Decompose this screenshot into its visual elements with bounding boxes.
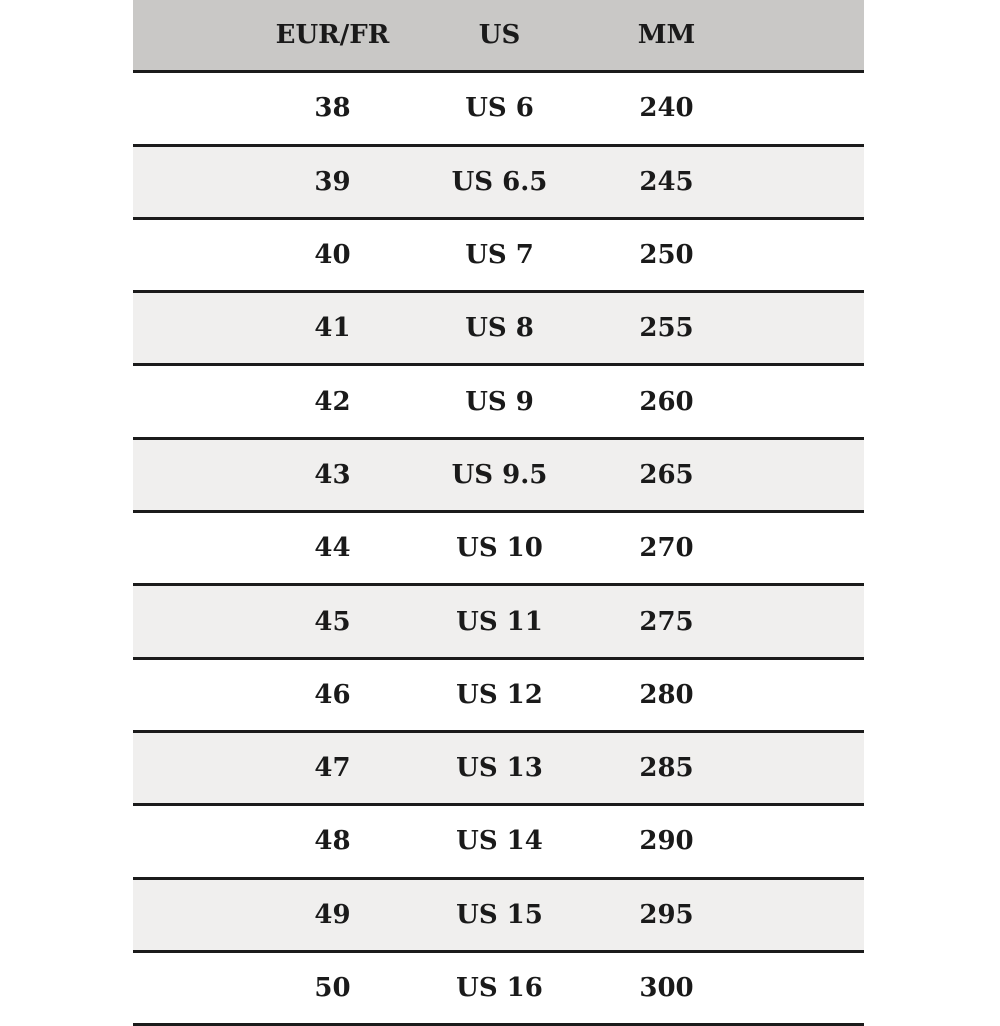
table-row: [133, 586, 864, 659]
cell-eur-fr: 42: [314, 386, 351, 417]
cell-mm: 295: [639, 899, 694, 930]
table-row: [133, 660, 864, 733]
cell-eur-fr: 38: [314, 93, 351, 124]
cell-eur-fr: 46: [314, 679, 351, 710]
cell-us: US 8: [465, 313, 534, 344]
table-row: [133, 293, 864, 366]
cell-eur-fr: 50: [314, 973, 351, 1003]
cell-mm: 245: [639, 166, 694, 197]
table-row: [133, 733, 864, 806]
cell-mm: 300: [639, 973, 694, 1003]
cell-eur-fr: 39: [314, 166, 351, 197]
cell-us: US 15: [456, 899, 543, 930]
cell-eur-fr: 40: [314, 240, 351, 271]
cell-us: US 12: [456, 679, 543, 710]
cell-eur-fr: 43: [314, 459, 351, 490]
cell-mm: 270: [639, 533, 694, 564]
cell-mm: 255: [639, 313, 694, 344]
column-header-us: US: [478, 20, 521, 51]
cell-us: US 10: [456, 533, 543, 564]
cell-mm: 290: [639, 826, 694, 857]
table-row: [133, 953, 864, 1026]
cell-mm: 280: [639, 679, 694, 710]
cell-mm: 275: [639, 606, 694, 637]
size-conversion-table: [133, 0, 864, 1026]
cell-us: US 11: [456, 606, 543, 637]
table-row: [133, 366, 864, 439]
column-header-eur-fr: EUR/FR: [275, 20, 390, 51]
cell-mm: 240: [639, 93, 694, 124]
cell-us: US 13: [456, 753, 543, 784]
table-row: [133, 806, 864, 879]
cell-us: US 6: [465, 93, 534, 124]
cell-mm: 260: [639, 386, 694, 417]
cell-mm: 250: [639, 240, 694, 271]
table-body: [133, 73, 864, 1026]
table-row: [133, 73, 864, 146]
cell-eur-fr: 41: [314, 313, 351, 344]
cell-eur-fr: 48: [314, 826, 351, 857]
cell-eur-fr: 45: [314, 606, 351, 637]
cell-eur-fr: 49: [314, 899, 351, 930]
cell-us: US 9: [465, 386, 534, 417]
cell-us: US 6.5: [451, 166, 548, 197]
table-row: [133, 220, 864, 293]
cell-us: US 14: [456, 826, 543, 857]
cell-eur-fr: 47: [314, 753, 351, 784]
table-row: [133, 880, 864, 953]
cell-eur-fr: 44: [314, 533, 351, 564]
table-row: [133, 440, 864, 513]
cell-us: US 9.5: [451, 459, 548, 490]
column-header-mm: MM: [637, 20, 696, 51]
cell-mm: 265: [639, 459, 694, 490]
cell-us: US 16: [456, 973, 543, 1003]
table-header-row: [133, 0, 864, 73]
table-row: [133, 513, 864, 586]
table-row: [133, 147, 864, 220]
cell-us: US 7: [465, 240, 534, 271]
cell-mm: 285: [639, 753, 694, 784]
